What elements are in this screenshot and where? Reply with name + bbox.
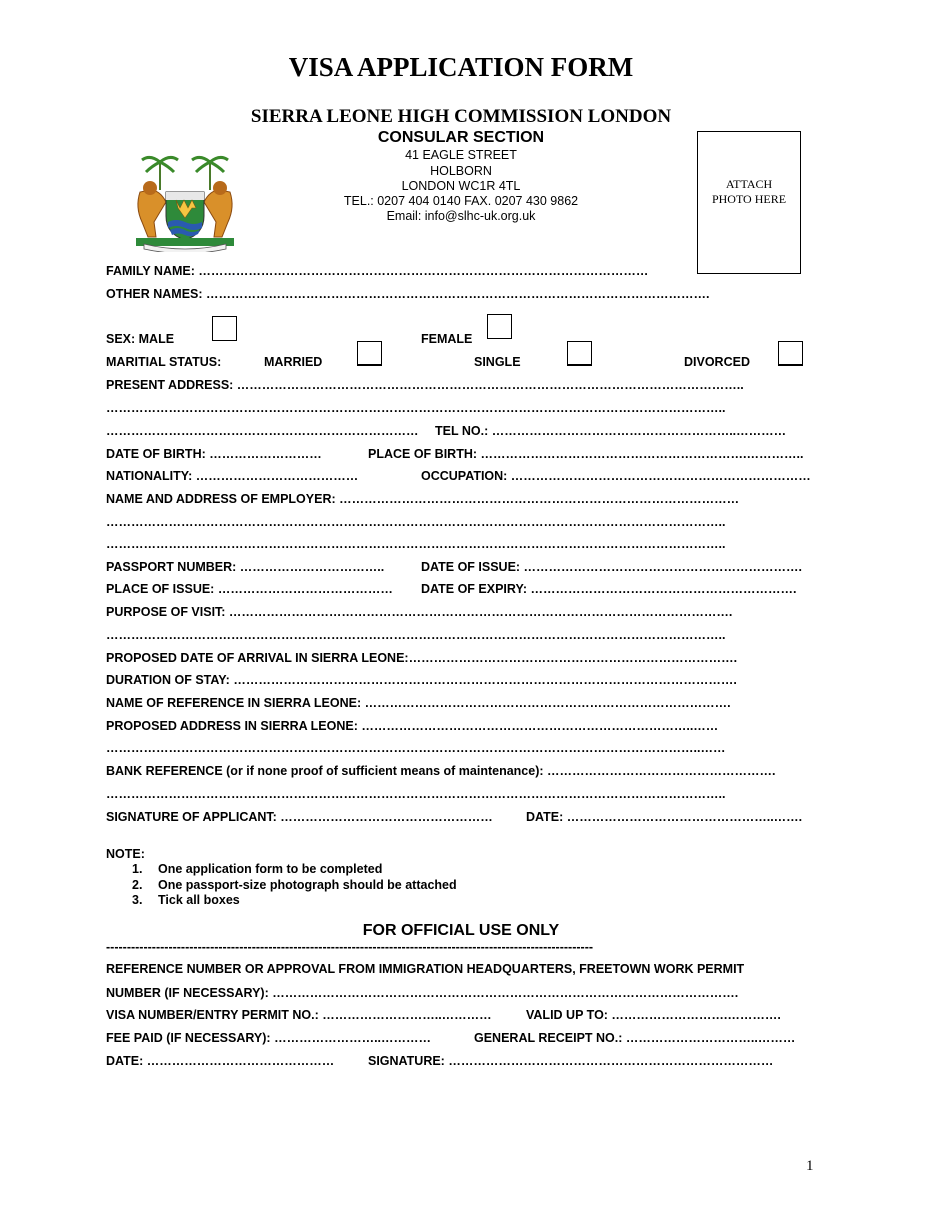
reference-name-field[interactable]: NAME OF REFERENCE IN SIERRA LEONE: ……………………………………………………………………………. (106, 696, 731, 710)
page-title: VISA APPLICATION FORM (288, 52, 634, 82)
passport-number-field[interactable]: PASSPORT NUMBER: …………………………….. (106, 560, 385, 574)
purpose-of-visit-field[interactable]: PURPOSE OF VISIT: …………………………………………………………………………………………………………. (106, 605, 733, 619)
family-name-field[interactable]: FAMILY NAME: ……………………………………………………………………………………………… (106, 264, 649, 278)
tel-no-field[interactable]: TEL NO.: …………………………………………………..………… (435, 424, 787, 438)
bank-reference-line-2[interactable]: ………………………………………………………………………………………………………………………………….. (106, 787, 726, 801)
other-names-field[interactable]: OTHER NAMES: …………………………………………………………………………………………………………. (106, 287, 710, 301)
official-reference-label: REFERENCE NUMBER OR APPROVAL FROM IMMIGRATION HEADQUARTERS, FREETOWN WORK PERMIT (106, 962, 745, 976)
fee-paid-field[interactable]: FEE PAID (IF NECESSARY): ……………………..………… (106, 1031, 432, 1045)
bank-reference-field[interactable]: BANK REFERENCE (or if none proof of sufficient means of maintenance): ………………………………………………. (106, 764, 776, 778)
visa-number-field[interactable]: VISA NUMBER/ENTRY PERMIT NO.: ………………………..………… (106, 1008, 492, 1022)
sex-label: SEX: MALE (106, 332, 175, 346)
photo-attachment-box[interactable] (697, 131, 801, 274)
phone-fax-line: TEL.: 0207 404 0140 FAX. 0207 430 9862 (343, 194, 579, 208)
page-number: 1 (806, 1158, 814, 1174)
divorced-label: DIVORCED (684, 355, 750, 369)
note-item: One application form to be completed (158, 862, 383, 876)
married-checkbox[interactable] (357, 341, 382, 366)
note-number: 2. (132, 878, 143, 892)
present-address-field[interactable]: PRESENT ADDRESS: ………………………………………………………………………………………………………….. (106, 378, 744, 392)
employer-line-2[interactable]: ………………………………………………………………………………………………………………………………….. (106, 515, 726, 529)
occupation-field[interactable]: OCCUPATION: ……………………………………………………………… (421, 469, 811, 483)
employer-field[interactable]: NAME AND ADDRESS OF EMPLOYER: …………………………………………………………………………………… (106, 492, 740, 506)
married-label: MARRIED (264, 355, 323, 369)
note-number: 3. (132, 893, 143, 907)
receipt-number-field[interactable]: GENERAL RECEIPT NO.: …………………………..……… (474, 1031, 796, 1045)
single-label: SINGLE (474, 355, 521, 369)
address-line: 41 EAGLE STREET (405, 148, 517, 162)
arrival-date-field[interactable]: PROPOSED DATE OF ARRIVAL IN SIERRA LEONE:……………………………………………………………………. (106, 651, 738, 665)
note-item: Tick all boxes (158, 893, 240, 907)
place-of-birth-field[interactable]: PLACE OF BIRTH: ……………………………………………………….………….. (368, 447, 804, 461)
single-checkbox[interactable] (567, 341, 592, 366)
note-item: One passport-size photograph should be attached (158, 878, 457, 892)
official-use-heading: FOR OFFICIAL USE ONLY (362, 922, 560, 939)
divorced-checkbox[interactable] (778, 341, 803, 366)
dashed-divider: --------------------------------------------------------------------------------------------------------------------- (106, 940, 594, 954)
date-of-issue-field[interactable]: DATE OF ISSUE: …………………………………………………………. (421, 560, 803, 574)
photo-box-label: PHOTO HERE (711, 192, 787, 206)
date-field[interactable]: DATE: …………………………………………..……. (526, 810, 803, 824)
address-line: HOLBORN (430, 164, 492, 178)
present-address-line-3[interactable]: ………………………………………………………………… (106, 424, 419, 438)
address-line: LONDON WC1R 4TL (401, 179, 521, 193)
marital-status-label: MARITIAL STATUS: (106, 355, 222, 369)
photo-box-label: ATTACH (725, 177, 773, 191)
section-name: CONSULAR SECTION (377, 129, 545, 146)
date-of-birth-field[interactable]: DATE OF BIRTH: ……………………… (106, 447, 322, 461)
proposed-address-field[interactable]: PROPOSED ADDRESS IN SIERRA LEONE: ……………………………………………………………………..…… (106, 719, 719, 733)
place-of-issue-field[interactable]: PLACE OF ISSUE: …………………………………… (106, 582, 393, 596)
present-address-line-2[interactable]: ………………………………………………………………………………………………………………………………….. (106, 401, 726, 415)
proposed-address-line-2[interactable]: ……………………………………………………………………………………………………………………………..…… (106, 741, 726, 755)
valid-up-to-field[interactable]: VALID UP TO: ……………………….…………. (526, 1008, 781, 1022)
purpose-of-visit-line-2[interactable]: ………………………………………………………………………………………………………………………………….. (106, 628, 726, 642)
duration-of-stay-field[interactable]: DURATION OF STAY: …………………………………………………………………………………………………………. (106, 673, 737, 687)
employer-line-3[interactable]: ………………………………………………………………………………………………………………………………….. (106, 537, 726, 551)
date-of-expiry-field[interactable]: DATE OF EXPIRY: ………………………………………………………. (421, 582, 797, 596)
commission-name: SIERRA LEONE HIGH COMMISSION LONDON (250, 106, 672, 127)
coat-of-arms-emblem (130, 152, 240, 252)
note-heading: NOTE: (106, 847, 145, 861)
female-checkbox[interactable] (487, 314, 512, 339)
female-label: FEMALE (421, 332, 473, 346)
official-reference-field[interactable]: NUMBER (IF NECESSARY): …………………………………………………………………………………………………. (106, 986, 739, 1000)
nationality-field[interactable]: NATIONALITY: ………………………………… (106, 469, 359, 483)
official-signature-field[interactable]: SIGNATURE: …………………………………………………………………… (368, 1054, 774, 1068)
signature-field[interactable]: SIGNATURE OF APPLICANT: …………………………………………… (106, 810, 493, 824)
note-number: 1. (132, 862, 143, 876)
male-checkbox[interactable] (212, 316, 237, 341)
official-date-field[interactable]: DATE: ……………………………………… (106, 1054, 335, 1068)
email-line: Email: info@slhc-uk.org.uk (386, 209, 536, 223)
